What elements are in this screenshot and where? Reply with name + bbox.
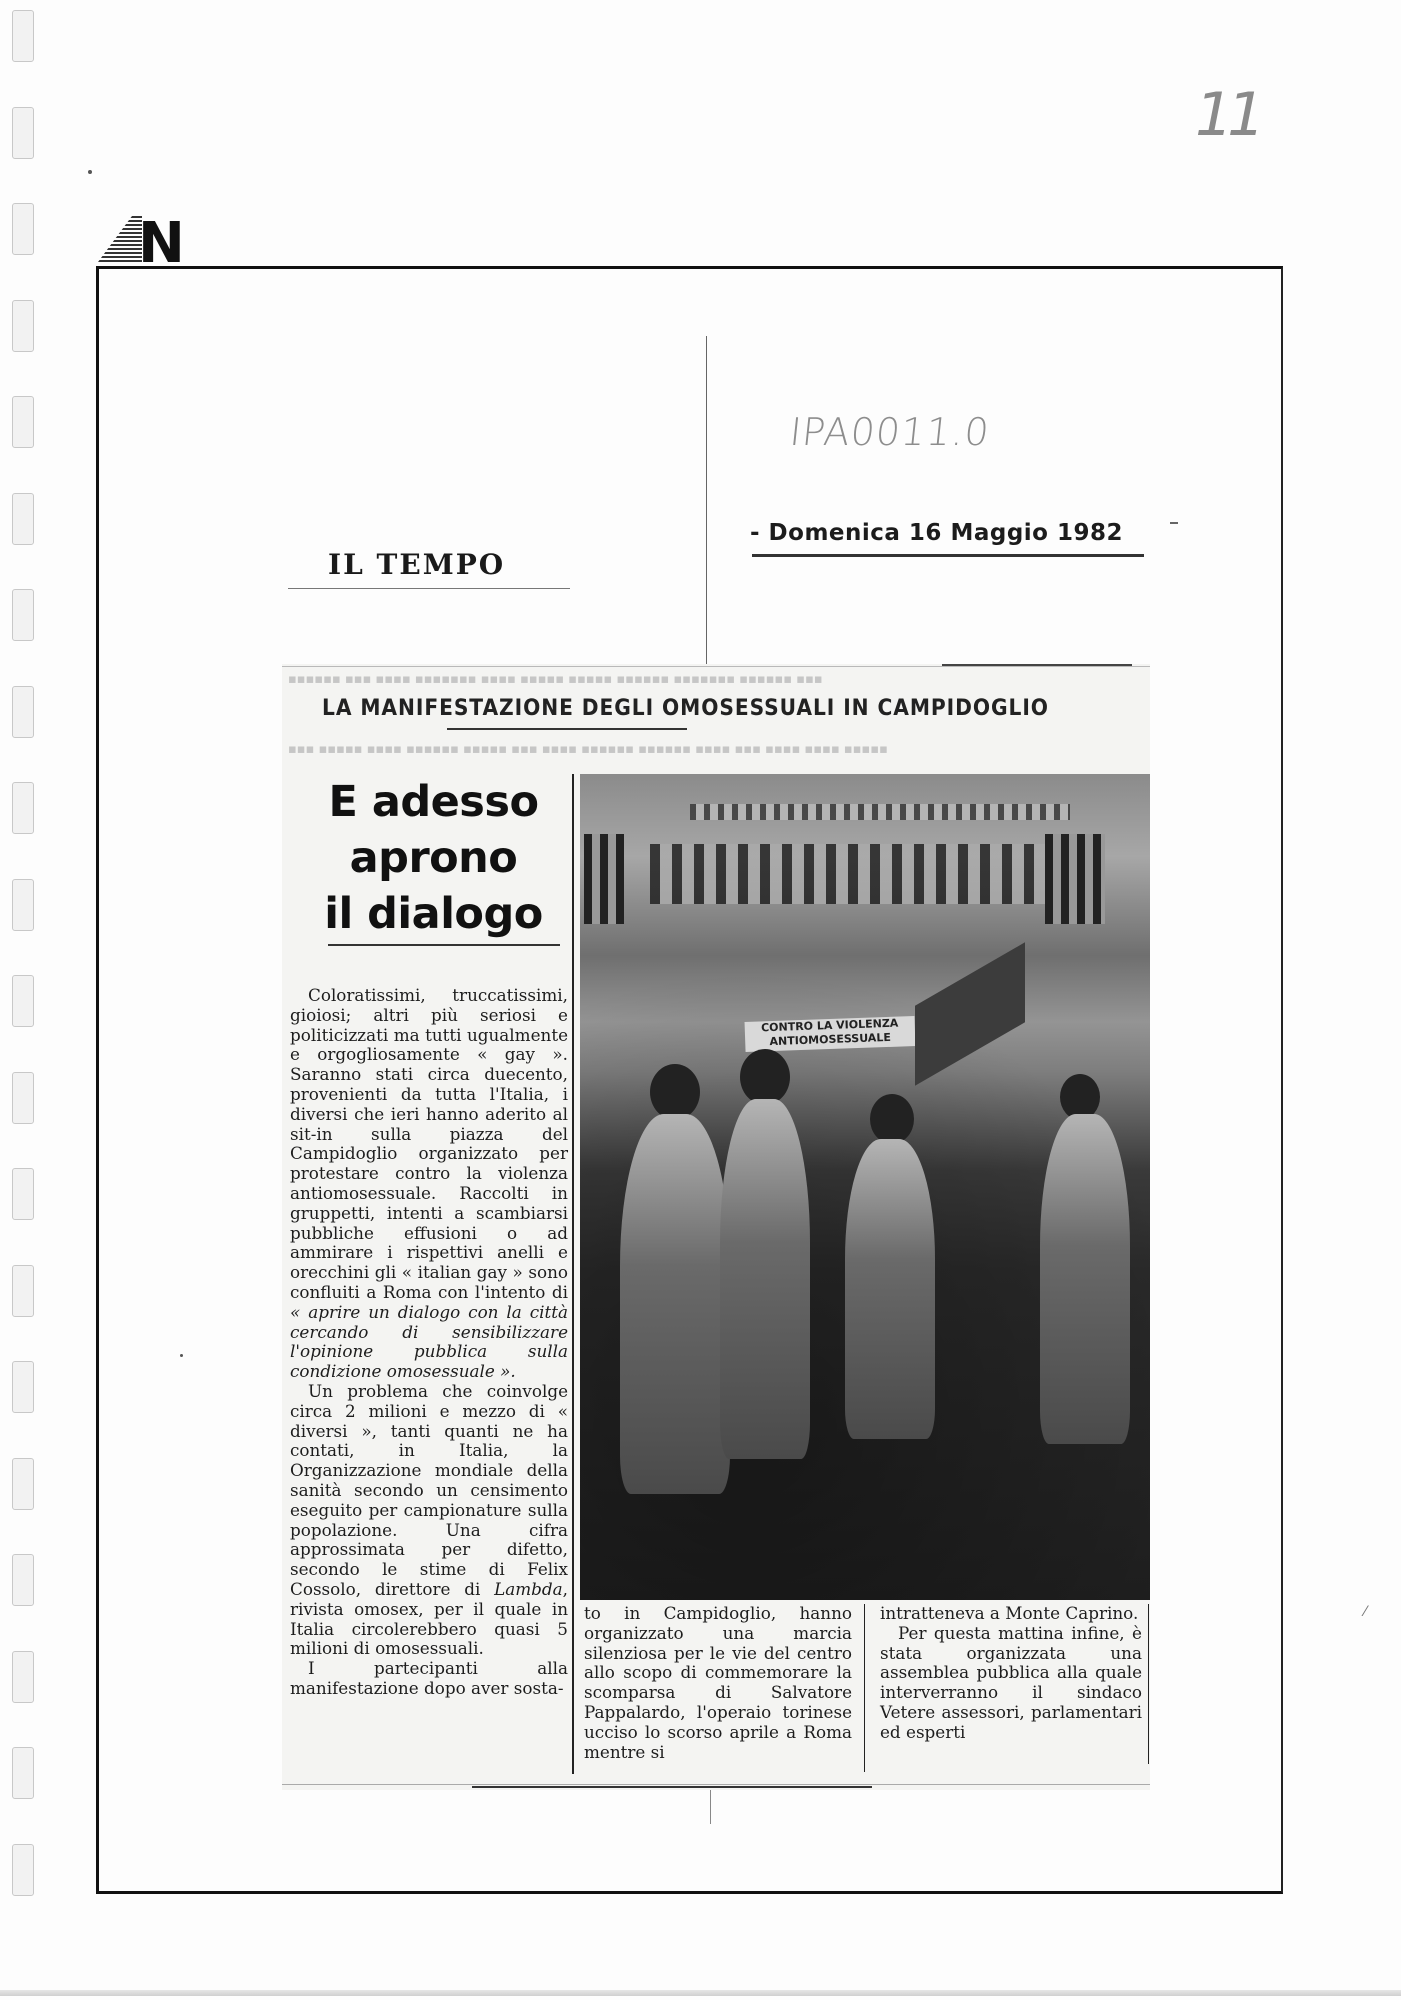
page-bottom-edge (0, 1990, 1401, 1996)
marcher-head (740, 1049, 790, 1105)
archive-logo (98, 212, 188, 266)
headline-line: aprono (349, 833, 518, 883)
binder-hole (12, 1458, 34, 1510)
marcher-head (650, 1064, 700, 1120)
binder-hole (12, 493, 34, 545)
newspaper-masthead: IL TEMPO (328, 548, 506, 581)
article-column-1 (290, 986, 568, 1699)
marcher-figure (720, 1099, 810, 1459)
binder-hole (12, 589, 34, 641)
column-rule (864, 1604, 865, 1772)
marcher-head (870, 1094, 914, 1144)
binder-hole (12, 1844, 34, 1896)
marcher-figure (1040, 1114, 1130, 1444)
paragraph-text: , rivista omosex, per il quale in Italia circolerebbero quasi 5 milioni di omosessuali. (290, 1578, 568, 1659)
binder-hole (12, 1651, 34, 1703)
publication-date: - Domenica 16 Maggio 1982 (750, 520, 1123, 546)
clipping-bottom-rule-dark (472, 1786, 872, 1788)
headline-rule (328, 944, 560, 946)
binder-hole (12, 686, 34, 738)
binder-hole (12, 879, 34, 931)
clipping-top-rule-right (942, 664, 1132, 666)
binder-hole (12, 203, 34, 255)
binder-hole (12, 107, 34, 159)
binder-hole (12, 1361, 34, 1413)
binder-hole (12, 396, 34, 448)
article-paragraph (290, 1382, 568, 1659)
binder-hole (12, 1072, 34, 1124)
protest-banner: CONTRO LA VIOLENZA ANTIOMOSESSUALE (745, 1016, 916, 1052)
marcher-figure (620, 1114, 730, 1494)
binder-hole (12, 300, 34, 352)
masthead-rule (288, 588, 570, 589)
article-kicker: LA MANIFESTAZIONE DEGLI OMOSESSUALI IN CAMPIDOGLIO (322, 696, 1049, 721)
article-paragraph (290, 986, 568, 1382)
center-divider (706, 336, 707, 680)
binder-hole (12, 10, 34, 62)
center-divider-bottom (710, 1790, 711, 1824)
binder-hole (12, 975, 34, 1027)
article-paragraph: Per questa mattina infine, è stata organizzata una assemblea pubblica alla quale interverranno il sindaco Vetere assessori, parlamentari ed esperti (880, 1622, 1142, 1742)
logo-letter: N (138, 212, 185, 266)
article-paragraph: to in Campidoglio, hanno organizzato una marcia silenziosa per le vie del centro allo scopo di commemorare la scomparsa di Salvatore Pappalardo, l'operaio torinese ucciso lo scorso aprile a Roma mentre si (584, 1603, 852, 1762)
marcher-figure (845, 1139, 935, 1439)
kicker-underline (447, 728, 687, 730)
newspaper-clipping (282, 664, 1150, 1790)
binder-holes (8, 0, 36, 2000)
binder-hole (12, 1265, 34, 1317)
photo-colonnade (650, 844, 1070, 904)
clipping-top-rule (282, 666, 1150, 667)
paragraph-text: I partecipanti alla manifestazione dopo aver sosta- (290, 1658, 568, 1698)
column-rule (572, 774, 574, 1774)
article-column-2 (584, 1604, 852, 1762)
article-paragraph (290, 1659, 568, 1699)
article-photo (580, 774, 1150, 1600)
headline-line: E adesso (328, 777, 539, 827)
clipping-bottom-rule (282, 1784, 1150, 1785)
logo-a-icon (98, 212, 188, 266)
magazine-name: Lambda (494, 1578, 563, 1599)
paragraph-text: Un problema che coinvolge circa 2 milioni e mezzo di « diversi », tanti quanti ne ha contati, in Italia, la Organizzazione mondiale della sanità secondo un censimento eseguito per campionature sulla popolazione. Una cifra approssimata per difetto, secondo le stime di Felix Cossolo, direttore di (290, 1380, 568, 1599)
headline-line: il dialogo (324, 889, 543, 939)
binder-hole (12, 1554, 34, 1606)
tick-mark (1170, 522, 1178, 524)
scan-speck (88, 170, 92, 174)
article-column-3 (880, 1604, 1142, 1743)
photo-colonnade-right (1045, 834, 1105, 924)
article-headline (306, 774, 561, 942)
protest-flag (915, 942, 1025, 1086)
date-rule (752, 554, 1144, 557)
binder-hole (12, 782, 34, 834)
stray-pencil-mark: ⁄ (1364, 1604, 1367, 1620)
binder-hole (12, 1747, 34, 1799)
binder-hole (12, 1168, 34, 1220)
bleed-through-text: ▪▪▪ ▪▪▪▪▪ ▪▪▪▪ ▪▪▪▪▪▪ ▪▪▪▪▪ ▪▪▪ ▪▪▪▪ ▪▪▪▪▪▪ ▪▪▪▪▪▪ ▪▪▪▪ ▪▪▪ ▪▪▪▪ ▪▪▪▪ ▪▪▪▪▪ (288, 742, 888, 757)
bleed-through-text: ▪▪▪▪▪▪ ▪▪▪ ▪▪▪▪ ▪▪▪▪▪▪▪ ▪▪▪▪ ▪▪▪▪▪ ▪▪▪▪▪ ▪▪▪▪▪▪ ▪▪▪▪▪▪▪ ▪▪▪▪▪▪ ▪▪▪ (288, 672, 823, 687)
handwritten-archive-code: IPA0011.0 (787, 410, 992, 454)
handwritten-page-number: 11 (1195, 80, 1260, 150)
photo-colonnade-left (584, 834, 624, 924)
column-rule (1148, 1604, 1149, 1764)
paragraph-text: Coloratissimi, truccatissimi, gioiosi; altri più seriosi e politicizzati ma tutti ugualmente e orgogliosamente « gay ». Saranno stati circa duecento, provenienti da tutta l'Italia, i diversi che ieri hanno aderito al sit-in sulla piazza del Campidoglio organizzato per protestare contro la violenza antiomosessuale. Raccolti in gruppetti, intenti a scambiarsi pubbliche effusioni o ad ammirare i rispettivi anelli e orecchini gli « italian gay » sono confluiti a Roma con l'intento di (290, 985, 568, 1302)
article-paragraph: intratteneva a Monte Caprino. (880, 1603, 1139, 1623)
quoted-text: « aprire un dialogo con la città cercando di sensibilizzare l'opinione pubblica sulla condizione omosessuale ». (290, 1301, 568, 1382)
scan-speck (180, 1354, 183, 1357)
photo-frieze (690, 804, 1070, 820)
